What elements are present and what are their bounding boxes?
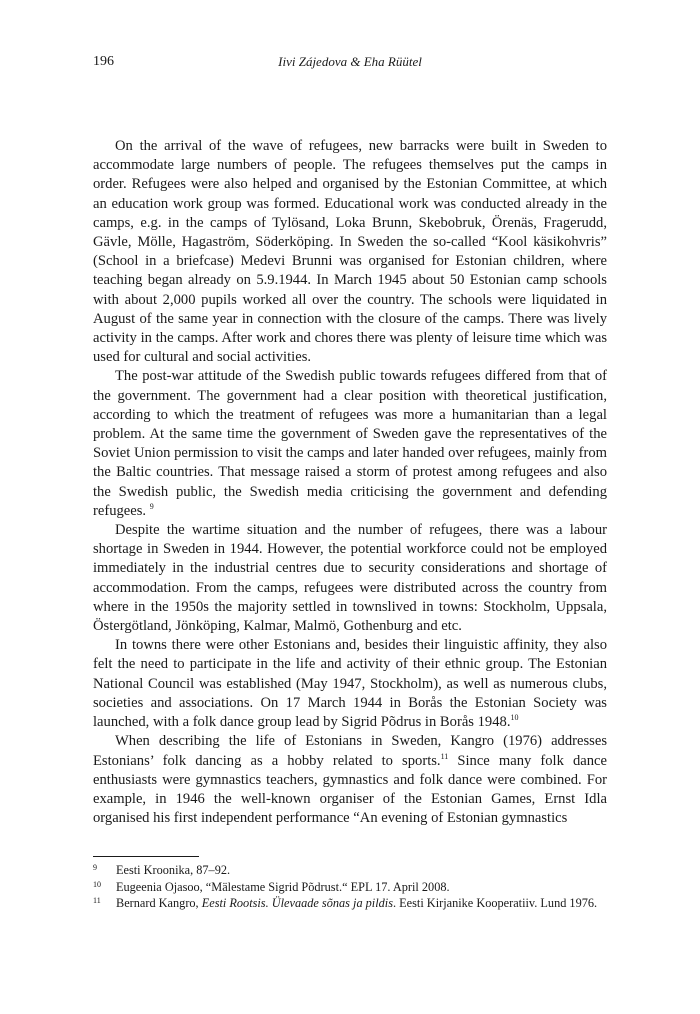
running-title: Iivi Zájedova & Eha Rüütel bbox=[278, 54, 422, 69]
footnote-marker: 10 bbox=[510, 713, 519, 723]
paragraph bbox=[93, 636, 607, 732]
running-header bbox=[93, 54, 607, 74]
paragraph-text: On the arrival of the wave of refugees, new barracks were built in Sweden to accommodate large numbers of people. The refugees themselves put the camps in order. Refugees were also helped and organised by the Estonian Committee, at which an education work group was formed. Educational work was conducted already in the camps, e.g. in the camps of Tylösand, Loka Brunn, Skebobruk, Örenäs, Fragerudd, Gävle, Mölle, Hagaström, Söderköping. In Sweden the so-called “Kool käsikohvris” (School in a briefcase) Medevi Brunni was organised for Estonian children, where teaching began already on 5.9.1944. In March 1945 about 50 Estonian camp schools with about 2,000 pupils worked all over the country. The schools were liquidated in August of the same year in connection with the closure of the camps. There was lively activity in the camps. After work and chores there was plenty of leisure time which was used for cultural and social activities. bbox=[93, 138, 607, 366]
footnote-number: 10 bbox=[93, 879, 101, 889]
footnote-divider bbox=[93, 856, 199, 857]
footnote-number: 11 bbox=[93, 896, 101, 905]
footnote bbox=[93, 862, 607, 879]
footnote-number: 9 bbox=[93, 863, 97, 872]
paragraph-text: The post-war attitude of the Swedish public towards refugees differed from that of the government. The government had a clear position with theoretical justification, according to which the treatment of refugees was more a humanitarian than a legal problem. At the same time the government of Sweden gave the representatives of the Soviet Union permission to visit the camps and later handed over refugees, mainly from the Baltic countries. That message raised a storm of protest among refugees and also the Swedish public, the Swedish media criticising the government and defending refugees. bbox=[93, 368, 607, 519]
footnote bbox=[93, 879, 607, 896]
footnote-marker: 11 bbox=[440, 751, 449, 761]
paragraph-text: When describing the life of Estonians in Sweden, Kangro (1976) addresses Estonians’ folk dancing as a hobby related to sports. bbox=[93, 733, 607, 769]
footnote-author: Bernard Kangro, bbox=[116, 896, 202, 910]
footnotes bbox=[93, 862, 607, 912]
paragraph bbox=[93, 137, 607, 367]
page-number: 196 bbox=[93, 54, 114, 69]
paragraph bbox=[93, 521, 607, 636]
footnote-marker: 9 bbox=[149, 502, 154, 511]
footnote-book-title: Eesti Rootsis. Ülevaade sõnas ja pildis bbox=[201, 896, 393, 910]
footnote-text: Eesti Kroonika, 87–92. bbox=[116, 863, 231, 877]
footnote-publication: . Eesti Kirjanike Kooperatiiv. Lund 1976. bbox=[393, 896, 598, 910]
footnote-text: Eugeenia Ojasoo, “Mälestame Sigrid Põdrust.“ EPL 17. April 2008. bbox=[116, 879, 450, 894]
paragraph-text: Despite the wartime situation and the number of refugees, there was a labour shortage in Sweden in 1944. However, the potential workforce could not be employed immediately in the industrial centres due to security considerations and shortage of accommodation. From the camps, refugees were distributed across the country from where in the 1950s the majority settled in townslived in towns: Stockholm, Uppsala, Östergötland, Jönköping, Kalmar, Malmö, Gothenburg and etc. bbox=[93, 522, 607, 635]
footnote bbox=[93, 895, 607, 912]
paragraph bbox=[93, 367, 607, 521]
paragraph bbox=[93, 732, 607, 828]
footnote-text bbox=[116, 895, 607, 912]
paragraph-text: Since many folk dance enthusiasts were gymnastics teachers, gymnastics and folk dance were combined. For example, in 1946 the well-known organiser of the Estonian Games, Ernst Idla organised his first independent performance “An evening of Estonian gymnastics bbox=[93, 752, 607, 827]
paragraph-text: In towns there were other Estonians and, besides their linguistic affinity, they also felt the need to participate in the life and activity of their ethnic group. The Estonian National Council was established (May 1947, Stockholm), as well as numerous clubs, societies and associations. On 17 March 1944 in Borås the Estonian Society was launched, with a folk dance group lead by Sigrid Põdrus in Borås 1948. bbox=[93, 637, 607, 731]
body-text bbox=[93, 137, 607, 828]
